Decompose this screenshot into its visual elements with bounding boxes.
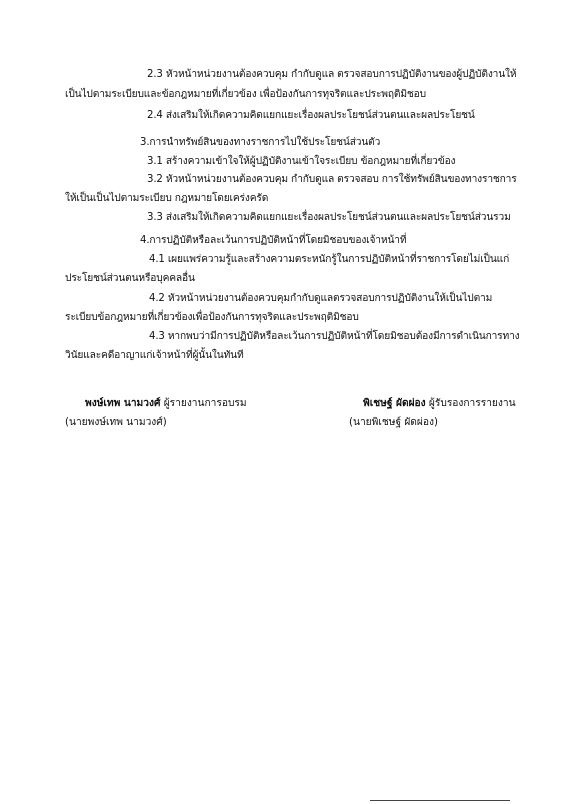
text-line-3-2-a: 3.2 หัวหน้าหน่วยงานต้องควบคุม กำกับดูแล ตรวจสอบ การใช้ทรัพย์สินของทางราชการ [147,174,517,185]
text-line-3-1: 3.1 สร้างความเข้าใจให้ผู้ปฏิบัติงานเข้าใจระเบียบ ข้อกฎหมายที่เกี่ยวข้อง [147,156,456,167]
text-line-3-2-b: ให้เป็นเป็นไปตามระเบียบ กฎหมายโดยเคร่งครัด [65,193,269,204]
text-line-4-1-b: ประโยชน์ส่วนตนหรือบุคคลอื่น [65,273,195,284]
left-signer-role: ผู้รายงานการอบรม [163,398,247,409]
text-line-4-1-a: 4.1 เผยแพร่ความรู้และสร้างความตระหนักรู้ในการปฏิบัติหน้าที่ราชการโดยไม่เป็นแก่ [149,254,510,265]
text-line-4-2-b: ระเบียบข้อกฎหมายที่เกี่ยวข้องเพื่อป้องกันการทุจริตและประพฤติมิชอบ [65,312,359,323]
right-signature-line [363,397,516,411]
text-line-2-4: 2.4 ส่งเสริมให้เกิดความคิดแยกแยะเรื่องผลประโยชน์ส่วนตนและผลประโยชน์ [147,110,475,121]
text-line-4-3-a: 4.3 หากพบว่ามีการปฏิบัติหรือละเว้นการปฏิบัติหน้าที่โดยมิชอบต้องมีการดำเนินการทาง [149,331,520,342]
left-signature-line [85,397,247,411]
left-signer-full-name: (นายพงษ์เทพ นามวงศ์) [65,417,167,428]
right-signer-role: ผู้รับรองการรายงาน [428,398,516,409]
right-signer-name: พิเชษฐ์ ผัดผ่อง [363,398,426,409]
text-line-2-3-a: 2.3 หัวหน้าหน่วยงานต้องควบคุม กำกับดูแล ตรวจสอบการปฏิบัติงานของผู้ปฏิบัติงานให้ [147,69,517,80]
footer-divider [370,800,510,801]
section-heading-4: 4.การปฏิบัติหรือละเว้นการปฏิบัติหน้าที่โดยมิชอบของเจ้าหน้าที่ [140,235,407,246]
section-heading-3: 3.การนำทรัพย์สินของทางราชการไปใช้ประโยชน์ส่วนตัว [140,137,381,148]
text-line-2-3-b: เป็นไปตามระเบียบและข้อกฎหมายที่เกี่ยวข้อง เพื่อป้องกันการทุจริตและประพฤติมิชอบ [65,89,426,100]
left-signer-name: พงษ์เทพ นามวงศ์ [85,398,161,409]
text-line-4-2-a: 4.2 หัวหน้าหน่วยงานต้องควบคุมกำกับดูแลตรวจสอบการปฏิบัติงานให้เป็นไปตาม [149,293,493,304]
text-line-4-3-b: วินัยและคดีอาญาแก่เจ้าหน้าที่ผู้นั้นในทันที [65,350,244,361]
text-line-3-3: 3.3 ส่งเสริมให้เกิดความคิดแยกแยะเรื่องผลประโยชน์ส่วนตนและผลประโยชน์ส่วนรวม [147,212,511,223]
right-signer-full-name: (นายพิเชษฐ์ ผัดผ่อง) [349,417,438,428]
